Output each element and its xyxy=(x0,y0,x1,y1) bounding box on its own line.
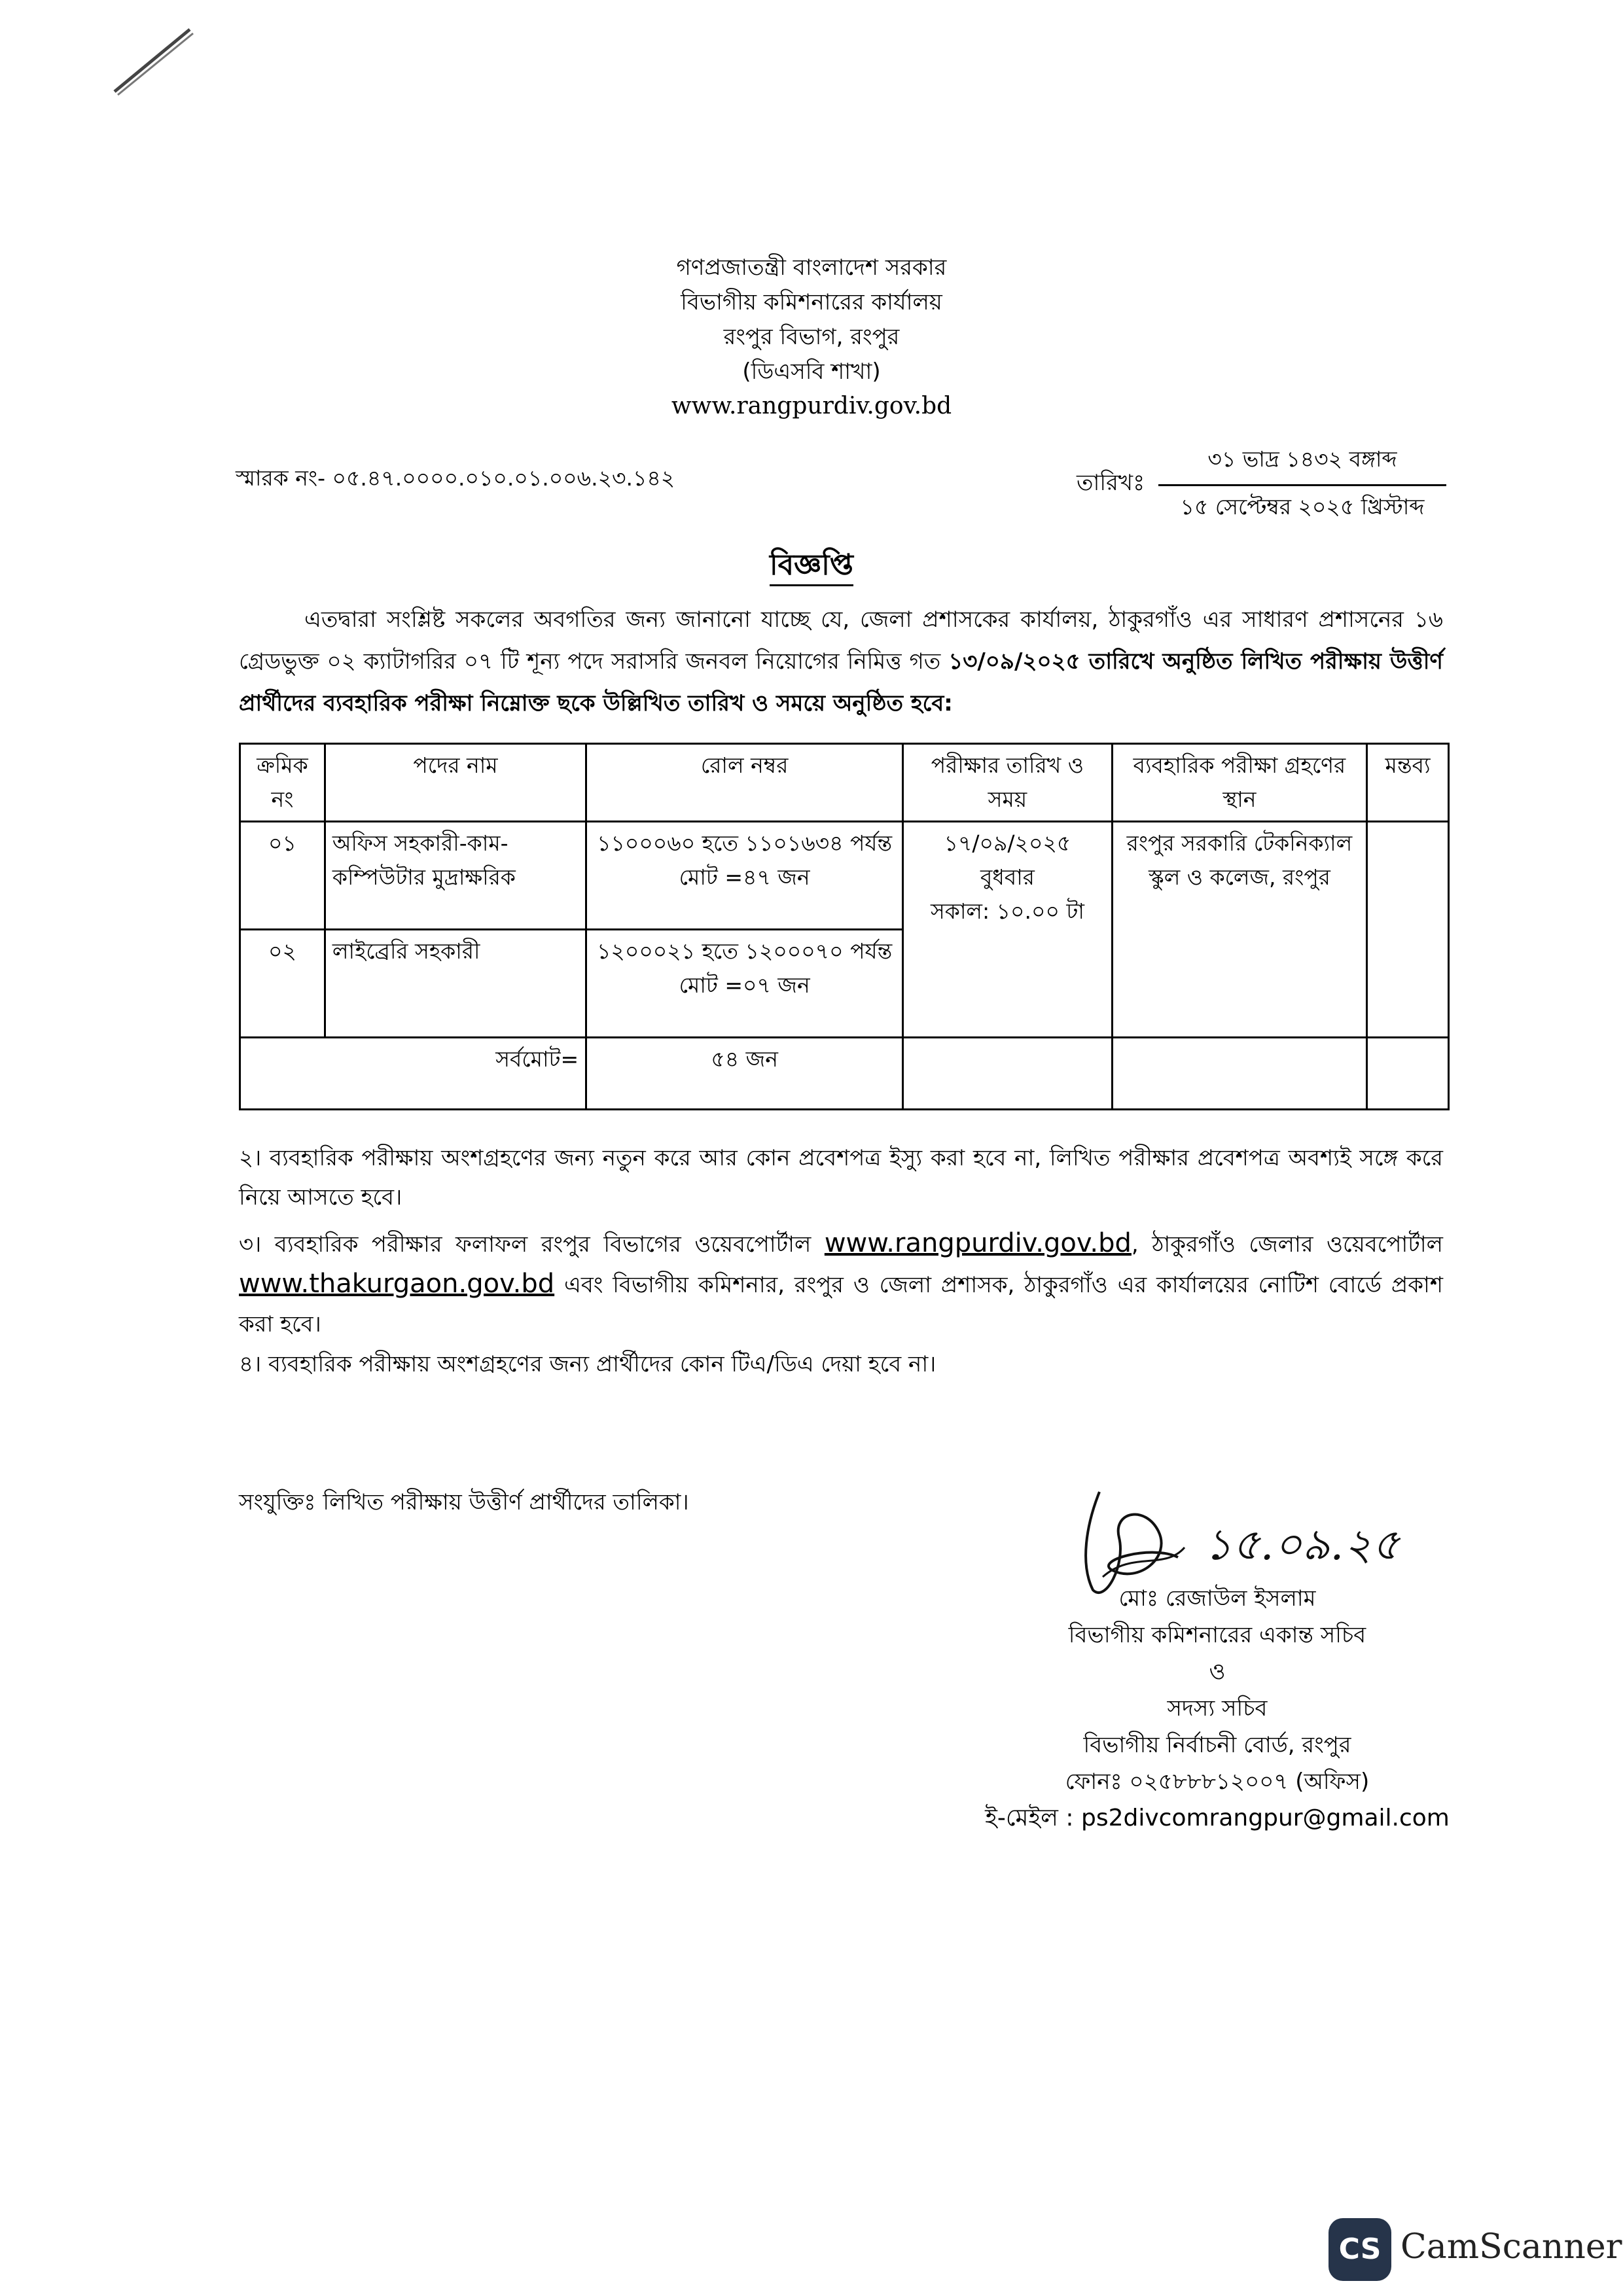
exam-date: ১৭/০৯/২০২৫ xyxy=(944,830,1071,856)
total-empty-cell xyxy=(1112,1038,1366,1110)
notice-title-text: বিজ্ঞপ্তি xyxy=(770,548,853,586)
note-4: ৪। ব্যবহারিক পরীক্ষায় অংশগ্রহণের জন্য প্রার্থীদের কোন টিএ/ডিএ দেয়া হবে না। xyxy=(239,1351,936,1377)
intro-text: এতদ্বারা সংশ্লিষ্ট সকলের অবগতির জন্য জানানো যাচ্ছে যে, জেলা প্রশাসকের কার্যালয়, ঠাকুরগাঁও এর সাধারণ প্রশাসনের ১৬ গ্রেডভুক্ত ০২ ক্যাটাগরির ০৭ টি শূন্য পদে সরাসরি জনবল নিয়োগের নিমিত্ত গত xyxy=(239,607,1443,675)
exam-datetime-cell xyxy=(903,822,1113,1038)
header-govt: গণপ্রজাতন্ত্রী বাংলাদেশ সরকার xyxy=(676,255,947,281)
row-post: অফিস সহকারী-কাম-কম্পিউটার মুদ্রাক্ষরিক xyxy=(325,822,586,930)
note-3-text-c: এবং বিভাগীয় কমিশনার, রংপুর ও জেলা প্রশাসক, ঠাকুরগাঁও এর কার্যালয়ের নোটিশ বোর্ডে প্রকাশ করা হবে। xyxy=(239,1272,1443,1337)
camscanner-text: CamScanner xyxy=(1400,2227,1622,2267)
header-serial: ক্রমিক নং xyxy=(240,744,325,822)
date-gregorian: ১৫ সেপ্টেম্বর ২০২৫ খ্রিস্টাব্দ xyxy=(1180,494,1425,520)
pen-mark xyxy=(111,23,203,101)
link-rangpurdiv[interactable]: www.rangpurdiv.gov.bd xyxy=(824,1228,1132,1258)
date-label: তারিখঃ xyxy=(1077,470,1145,496)
exam-day: বুধবার xyxy=(980,864,1035,890)
header-office: বিভাগীয় কমিশনারের কার্যালয় xyxy=(681,289,942,315)
row-count: মোট =৪৭ জন xyxy=(679,864,810,890)
note-3 xyxy=(239,1224,1443,1344)
remarks-cell xyxy=(1367,822,1449,1038)
signatory-name: মোঃ রেজাউল ইসলাম xyxy=(1118,1585,1316,1612)
row-post: লাইব্রেরি সহকারী xyxy=(325,930,586,1038)
table-total-row xyxy=(240,1038,1449,1110)
row-count: মোট =০৭ জন xyxy=(679,972,810,998)
link-thakurgaon[interactable]: www.thakurgaon.gov.bd xyxy=(239,1269,555,1299)
header-roll: রোল নম্বর xyxy=(586,744,903,822)
header-branch: (ডিএসবি শাখা) xyxy=(742,359,881,385)
date-bangla: ৩১ ভাদ্র ১৪৩২ বঙ্গাব্দ xyxy=(1158,442,1446,486)
header-remarks: মন্তব্য xyxy=(1367,744,1449,822)
header-division: রংপুর বিভাগ, রংপুর xyxy=(723,324,900,350)
signatory-email[interactable]: ই-মেইল : ps2divcomrangpur@gmail.com xyxy=(985,1805,1450,1831)
total-value: ৫৪ জন xyxy=(586,1038,903,1110)
header-venue: ব্যবহারিক পরীক্ষা গ্রহণের স্থান xyxy=(1112,744,1366,822)
row-serial: ০২ xyxy=(240,930,325,1038)
signatory-title-1: বিভাগীয় কমিশনারের একান্ত সচিব xyxy=(1068,1622,1366,1648)
row-serial: ০১ xyxy=(240,822,325,930)
exam-venue: রংপুর সরকারি টেকনিক্যাল স্কুল ও কলেজ, রংপুর xyxy=(1112,822,1366,1038)
table-row xyxy=(240,822,1449,930)
row-roll-cell xyxy=(586,822,903,930)
note-3-text-a: ৩। ব্যবহারিক পরীক্ষার ফলাফল রংপুর বিভাগের ওয়েবপোর্টাল xyxy=(239,1231,825,1258)
signatory-phone: ফোনঃ ০২৫৮৮৮১২০০৭ (অফিস) xyxy=(1065,1769,1370,1795)
table-header-row xyxy=(240,744,1449,822)
signatory-block xyxy=(982,1580,1453,1837)
schedule-table xyxy=(239,743,1450,1110)
notice-title xyxy=(0,543,1623,591)
signature-date: ১৫.০৯.২৫ xyxy=(1204,1519,1400,1570)
row-roll-cell xyxy=(586,930,903,1038)
row-roll: ১২০০০২১ হতে ১২০০০৭০ পর্যন্ত xyxy=(597,938,893,964)
total-label: সর্বমোট= xyxy=(240,1038,586,1110)
note-3-text-b: , ঠাকুরগাঁও জেলার ওয়েবপোর্টাল xyxy=(1131,1231,1443,1258)
total-empty-cell xyxy=(1367,1038,1449,1110)
note-2: ২। ব্যবহারিক পরীক্ষায় অংশগ্রহণের জন্য নতুন করে আর কোন প্রবেশপত্র ইস্যু করা হবে না, লিখিত পরীক্ষার প্রবেশপত্র অবশ্যই সঙ্গে করে নিয়ে আসতে হবে। xyxy=(239,1145,1443,1210)
signatory-title-2: সদস্য সচিব xyxy=(1167,1695,1268,1722)
exam-time: সকাল: ১০.০০ টা xyxy=(930,898,1084,924)
intro-bold-text: ১৩/০৯/২০২৫ তারিখে অনুষ্ঠিত লিখিত পরীক্ষায় উত্তীর্ণ প্রার্থীদের ব্যবহারিক পরীক্ষা নিম্নোক্ত ছকে উল্লিখিত তারিখ ও সময়ে অনুষ্ঠিত হবে: xyxy=(239,648,1443,716)
memo-number: স্মারক নং- ০৫.৪৭.০০০০.০১০.০১.০০৬.২৩.১৪২ xyxy=(236,465,675,491)
intro-paragraph xyxy=(239,599,1443,724)
row-roll: ১১০০০৬০ হতে ১১০১৬৩৪ পর্যন্ত xyxy=(597,830,893,856)
signatory-conjunction: ও xyxy=(1209,1659,1226,1685)
camscanner-logo-icon: CS xyxy=(1329,2218,1391,2281)
header-datetime: পরীক্ষার তারিখ ও সময় xyxy=(903,744,1113,822)
date-block xyxy=(1158,442,1446,527)
signatory-title-3: বিভাগীয় নির্বাচনী বোর্ড, রংপুর xyxy=(1083,1732,1351,1758)
attachment-line: সংযুক্তিঃ লিখিত পরীক্ষায় উত্তীর্ণ প্রার্থীদের তালিকা। xyxy=(239,1489,689,1515)
header-post: পদের নাম xyxy=(325,744,586,822)
header-website[interactable]: www.rangpurdiv.gov.bd xyxy=(671,393,952,419)
total-empty-cell xyxy=(903,1038,1113,1110)
